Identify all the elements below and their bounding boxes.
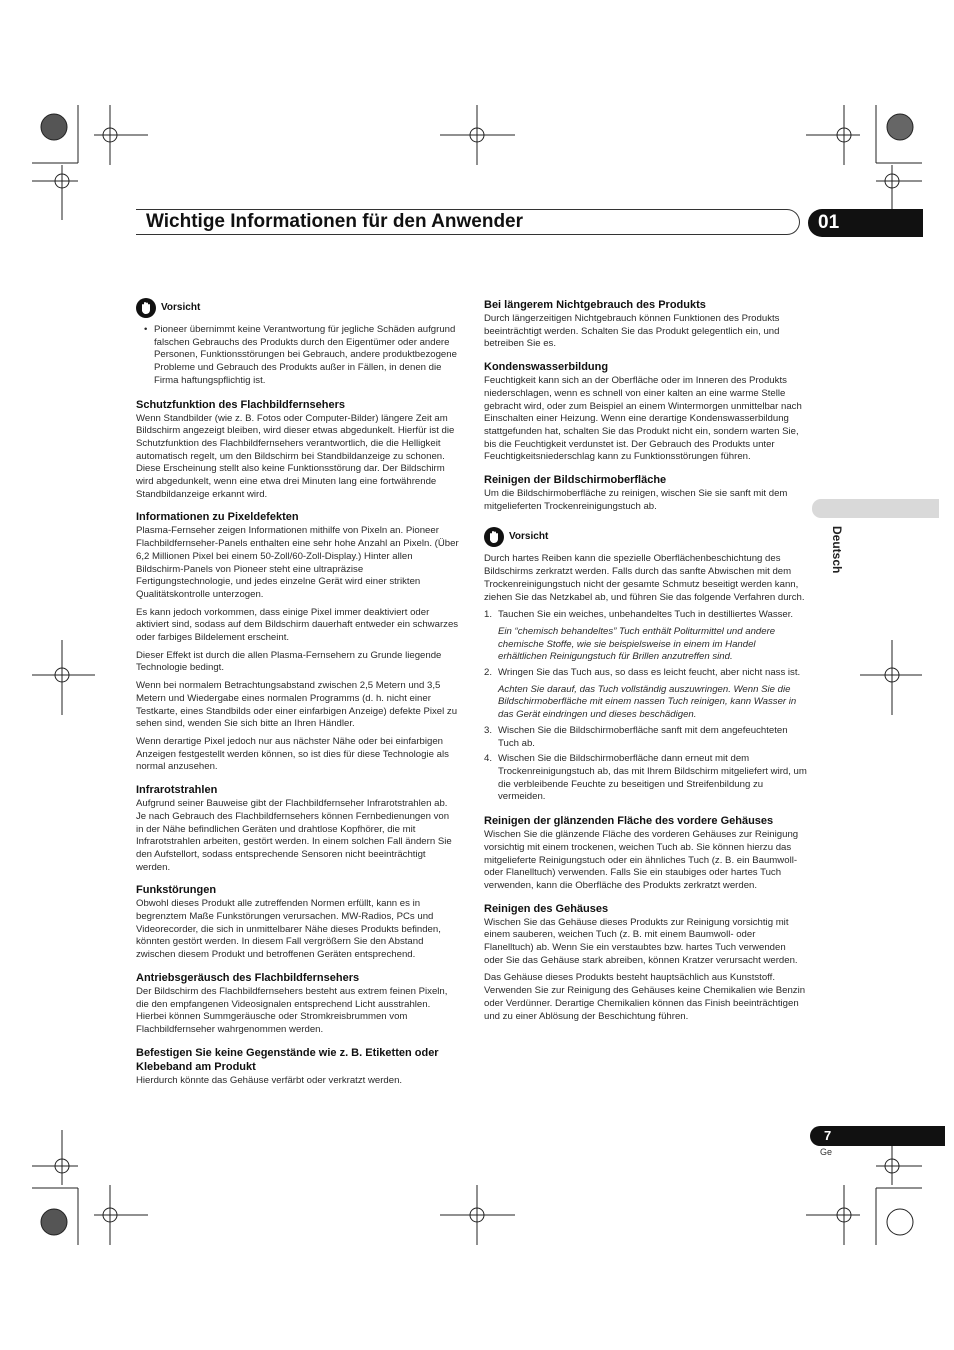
section-nichtgebrauch	[484, 298, 807, 351]
section-schutzfunktion	[136, 398, 459, 502]
section-funkstoerungen	[136, 883, 459, 962]
section-heading: Infrarotstrahlen	[136, 784, 218, 797]
section-heading: Antriebsgeräusch des Flachbildfernsehers	[136, 971, 360, 984]
paragraph: Wischen Sie die glänzende Fläche des vorderen Gehäuses zur Reinigung vorsichtig mit einem trockenen, weichen Tuch ab. Sie können hierzu das mitgelieferte Reinigungstuch oder ein ähnliches Tuch (z. B. ein Baumwoll- oder Flanelltuch) verwenden. Falls Sie ein staubiges oder hartes Tuch verwenden, kann die Oberfläche des Produkts zerkratzt werden.	[484, 829, 799, 891]
section-pixeldefekte	[136, 510, 459, 774]
paragraph: Obwohl dieses Produkt alle zutreffenden Normen erfüllt, kann es in begrenztem Maße Funkstörungen verursachen. MW-Radios, PCs und Videorecorder, die sich in unmittelbarer Nähe dieses Produkts befinden, könnten gestört werden. In diesem Fall vergrößern Sie den Abstand zwischen diesem Produkt und betroffenen Geräten entsprechend.	[136, 898, 441, 961]
caution-hand-icon	[484, 527, 504, 547]
right-column	[484, 298, 807, 1032]
section-glaenzende-flaeche	[484, 814, 807, 893]
section-bildschirmreinigung	[484, 473, 807, 513]
caution-label: Vorsicht	[509, 531, 549, 543]
step-text: Wischen Sie die Bildschirmoberfläche dann erneut mit dem Trockenreinigungstuch ab, das mit Ihrem Bildschirm mitgeliefert wird, um die verbleibende Feuchte zu beseitigen und Streifenbildung zu vermeiden.	[498, 753, 807, 803]
language-label: Deutsch	[830, 526, 844, 574]
caution-label: Vorsicht	[161, 301, 201, 313]
language-tab	[812, 499, 939, 518]
paragraph: Das Gehäuse dieses Produkts besteht hauptsächlich aus Kunststoff. Verwenden Sie zur Reinigung des Gehäuses keine Chemikalien wie Benzin oder Verdünner. Derartige Chemikalien können das Finish beeinträchtigen und zu einer Ablösung der Beschichtung führen.	[484, 972, 806, 1022]
section-heading: Schutzfunktion des Flachbildfernsehers	[136, 398, 346, 411]
left-column	[136, 298, 459, 1096]
caution-heading	[484, 527, 807, 547]
step-note: Achten Sie darauf, das Tuch vollständig auszuwringen. Wenn Sie die Bildschirmoberfläche mit einem nassen Tuch reinigen, kann Wasser in das Gerät eindringen und dieses beschädigen.	[498, 683, 797, 721]
section-heading: Kondenswasserbildung	[484, 361, 609, 374]
paragraph: Wenn Standbilder (wie z. B. Fotos oder Computer-Bilder) längere Zeit am Bildschirm angezeigt bleiben, wird dieser etwas abgedunkelt. Hierfür ist die Schutzfunktion des Flachbildfernsehers verantwortlich, die die Helligkeit automatisch regelt, um den Bildschirm bei Standbildanzeige zu schonen. Diese Erscheinung stellt also keine Funktionsstörung dar. Der Bildschirm wird abgedunkelt, wenn eine etwa drei Minuten lang eine fortwährende Standbildanzeige erkannt wird.	[136, 412, 455, 500]
section-gehaeuse	[484, 902, 807, 1024]
section-heading: Befestigen Sie keine Gegenstände wie z. B. Etiketten oder Klebeband am Produkt	[136, 1046, 439, 1073]
paragraph: Um die Bildschirmoberfläche zu reinigen, wischen Sie sie sanft mit dem mitgelieferten Trockenreinigungstuch ab.	[484, 488, 788, 512]
caution-list	[136, 324, 459, 388]
caution-hand-icon	[136, 298, 156, 318]
paragraph: Plasma-Fernseher zeigen Informationen mithilfe von Pixeln an. Pioneer Flachbildfernseher-Panels enthalten eine sehr hohe Anzahl an Pixeln. (Über 6,2 Millionen Pixel bei einem 50-Zoll/60-Zoll-Display.) Hinter allen Bildschirm-Panels von Pioneer steht eine ultrapräzise Fertigungstechnologie, und jedes einzelne Gerät wird einer strikten Qualitätskontrolle unterzogen.	[136, 525, 459, 600]
step-item	[484, 753, 807, 804]
section-heading: Informationen zu Pixeldefekten	[136, 511, 299, 524]
step-note: Ein “chemisch behandeltes” Tuch enthält Politurmittel und andere chemische Stoffe, wie sie beispielsweise in einem im Handel erhältlichen Reinigungstuch für Brillen anzutreffen sind.	[498, 625, 776, 663]
paragraph: Durch längerzeitigen Nichtgebrauch können Funktionen des Produkts beeinträchtigt werden. Schalten Sie das Produkt gelegentlich ein, und betreiben Sie es.	[484, 313, 780, 350]
step-item	[484, 667, 807, 722]
section-heading: Reinigen der Bildschirmoberfläche	[484, 474, 667, 487]
paragraph: Feuchtigkeit kann sich an der Oberfläche oder im Inneren des Produkts niederschlagen, wenn es schnell von einer kalten an eine warme Stelle gebracht wird, oder zum Beispiel an einem Wintermorgen unmittelbar nach Einschalten einer Heizung. Wenn eine derartige Kondenswasserbildung stattgefunden hat, schalten Sie das Produkt nicht ein, sondern warten Sie, bis die Feuchtigkeit verdunstet ist. Der Gebrauch des Produkts unter Feuchtigkeitsniederschlag kann zu Funktionsstörungen führen.	[484, 375, 802, 463]
paragraph: Wischen Sie das Gehäuse dieses Produkts zur Reinigung vorsichtig mit einem sauberen, weichen Tuch (z. B. mit einem Baumwoll- oder Flanelltuch) ab. Wenn Sie ein verstaubtes bzw. hartes Tuch verwenden oder Sie das Gehäuse stark abreiben, können Kratzer verursacht werden.	[484, 916, 798, 966]
step-number: 2.	[484, 667, 493, 679]
step-number: 3.	[484, 724, 493, 736]
section-kondenswasser	[484, 360, 807, 464]
step-number: 1.	[484, 609, 493, 621]
page-title: Wichtige Informationen für den Anwender	[146, 211, 524, 232]
step-text: Tauchen Sie ein weiches, unbehandeltes Tuch in destilliertes Wasser.	[498, 609, 794, 621]
page-number: 7	[810, 1126, 945, 1146]
page-language-code: Ge	[820, 1147, 833, 1157]
step-number: 4.	[484, 753, 493, 765]
chapter-number: 01	[808, 209, 923, 237]
paragraph: Aufgrund seiner Bauweise gibt der Flachbildfernseher Infrarotstrahlen ab. Je nach Gebrauch des Flachbildfernsehers können Fernbedienungen von in der Nähe befindlichen Geräten und drahtlose Kopfhörer, die mit Infrarotstrahlen arbeiten, gestört werden. In einem solchen Fall ändern Sie den Aufstellort, sodass entsprechende Sensoren nicht beeinträchtigt werden.	[136, 798, 452, 873]
paragraph: Der Bildschirm des Flachbildfernsehers besteht aus extrem feinen Pixeln, die den empfangenen Videosignalen entsprechend Licht ausstrahlen. Hierbei können Summgeräusche oder Stromkreisbrummen vom Flachbildfernseher wahrgenommen werden.	[136, 985, 448, 1035]
paragraph: Es kann jedoch vorkommen, dass einige Pixel immer deaktiviert oder aktiviert sind, sodass auf dem Bildschirm dauerhaft entweder ein schwarzes oder farbiges Bildelement erscheint.	[136, 606, 459, 644]
step-text: Wringen Sie das Tuch aus, so dass es leicht feucht, aber nicht nass ist.	[498, 667, 801, 679]
section-heading: Bei längerem Nichtgebrauch des Produkts	[484, 299, 706, 311]
caution-heading	[136, 298, 459, 318]
section-heading: Reinigen des Gehäuses	[484, 902, 609, 915]
section-heading: Reinigen der glänzenden Fläche des vordere Gehäuses	[484, 815, 774, 828]
section-etiketten	[136, 1046, 459, 1088]
step-item	[484, 609, 807, 664]
section-heading: Funkstörungen	[136, 884, 217, 897]
step-item	[484, 725, 807, 750]
caution-intro: Durch hartes Reiben kann die spezielle Oberflächenbeschichtung des Bildschirms zerkratzt werden. Falls durch das sanfte Abwischen mit dem Trockenreinigungstuch nicht der gesamte Schmutz beseitigt werden kann, ziehen Sie das Netzkabel ab, und führen Sie das folgende Verfahren durch.	[484, 553, 805, 603]
step-text: Wischen Sie die Bildschirmoberfläche sanft mit dem angefeuchteten Tuch ab.	[498, 724, 788, 749]
paragraph: Wenn bei normalem Betrachtungsabstand zwischen 2,5 Metern und 3,5 Metern und Wiedergabe eines normalen Programms (d. h. nicht einer Testkarte, eines Standbilds oder einer einfarbigen Anzeige) defekte Pixel zu sehen sind, wenden Sie sich bitte an Ihren Händler.	[136, 680, 458, 730]
section-infrarot	[136, 783, 459, 874]
cleaning-steps	[484, 609, 807, 804]
paragraph: Dieser Effekt ist durch die allen Plasma-Fernsehern zu Grunde liegende Technologie bedingt.	[136, 649, 442, 674]
section-antriebsgeraeusch	[136, 971, 459, 1037]
paragraph: Wenn derartige Pixel jedoch nur aus nächster Nähe oder bei einfarbigen Anzeigen festgestellt werden können, so ist dies für diese Technologie als normal anzusehen.	[136, 735, 449, 773]
paragraph: Hierdurch könnte das Gehäuse verfärbt oder verkratzt werden.	[136, 1074, 403, 1086]
caution-item: • Pioneer übernimmt keine Verantwortung für jegliche Schäden aufgrund falschen Gebrauchs des Produkts durch den Eigentümer oder andere Personen, Funktionsstörungen bei Gebrauch, andere produktbezogene Probleme und Gebrauch des Produkts außer in Fällen, in denen die Firma haftungspflichtig ist.	[154, 324, 459, 388]
